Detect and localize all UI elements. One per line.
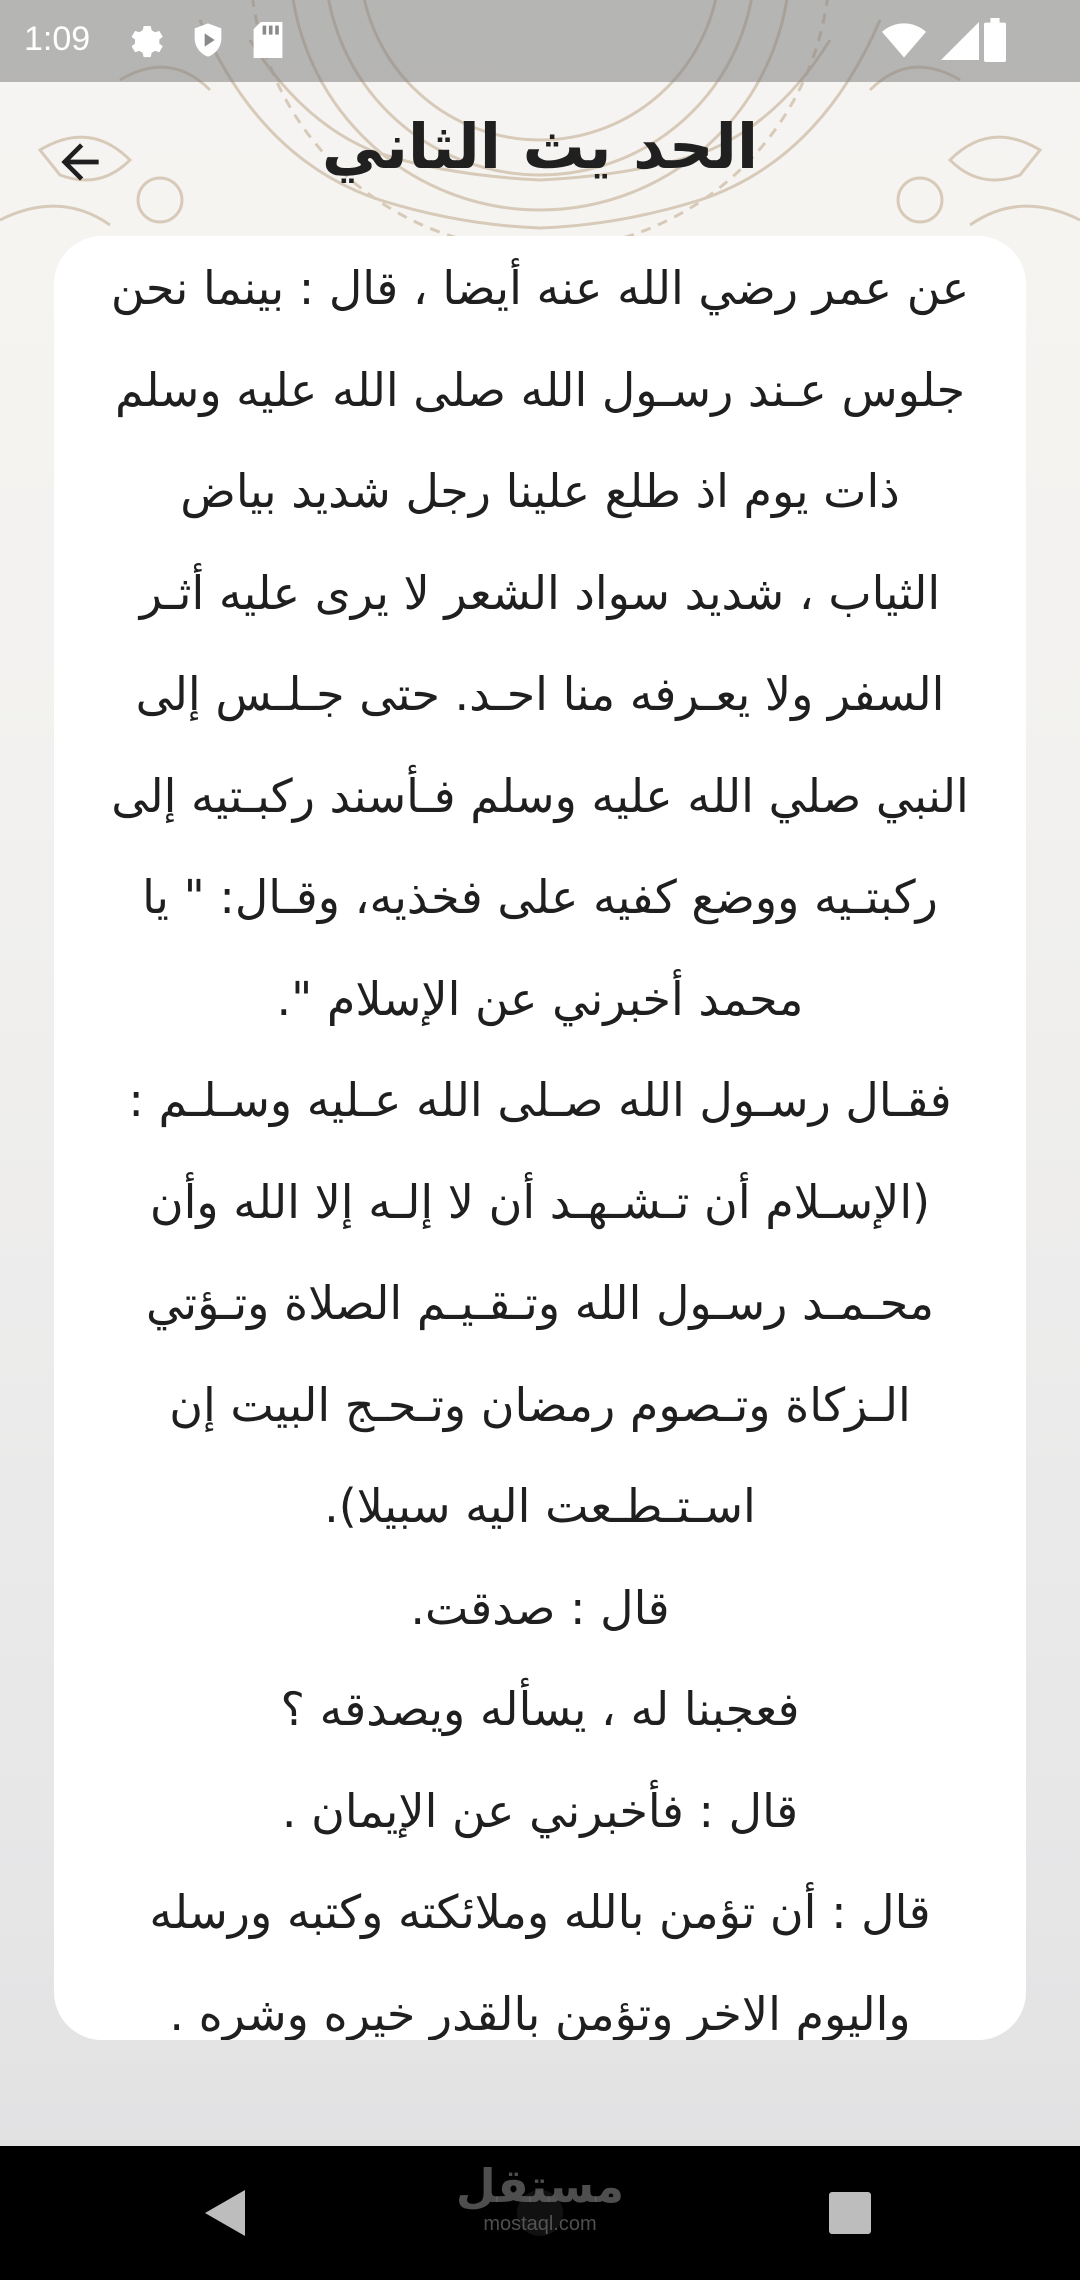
back-button[interactable] bbox=[40, 122, 120, 202]
hadith-content-card[interactable] bbox=[54, 236, 1026, 2040]
cellular-signal-icon bbox=[940, 22, 980, 64]
hadith-line: عن عمر رضي الله عنه أيضا ، قال : بينما نحن bbox=[110, 261, 970, 315]
hadith-line: جلوس عـند رسـول الله صلى الله عليه وسلم bbox=[114, 362, 966, 417]
hadith-line: الـزكاة وتـصوم رمضان وتـحـج البيت إن bbox=[169, 1377, 911, 1432]
hadith-line: اسـتـطـعت اليه سبيلا). bbox=[324, 1479, 756, 1533]
sd-card-icon bbox=[250, 18, 286, 66]
hadith-line: قال : صدقت. bbox=[410, 1580, 670, 1635]
nav-home-button[interactable] bbox=[495, 2146, 585, 2280]
hadith-text bbox=[54, 236, 1026, 2040]
recents-square-icon bbox=[829, 2192, 871, 2234]
hadith-line: قال : فأخبرني عن الإيمان . bbox=[281, 1783, 799, 1838]
status-time: 1:09 bbox=[24, 20, 91, 58]
hadith-line: فعجبنا له ، يسأله ويصدقه ؟ bbox=[280, 1682, 800, 1736]
hadith-line: (الإسـلام أن تـشـهـد أن لا إلـه إلا الله وأن bbox=[149, 1174, 931, 1229]
hadith-line: محمد أخبرني عن الإسلام ". bbox=[276, 971, 804, 1026]
hadith-line: محـمـد رسـول الله وتـقـيـم الصلاة وتـؤتي bbox=[145, 1276, 935, 1330]
hadith-line: النبي صلي الله عليه وسلم فـأسند ركبـتيه إلى bbox=[111, 768, 969, 823]
hadith-line: الثياب ، شديد سواد الشعر لا يرى عليه أثـر bbox=[139, 565, 941, 620]
arrow-left-icon bbox=[52, 134, 108, 190]
battery-icon bbox=[984, 18, 1006, 66]
hadith-line: السفر ولا يعـرفه منا احـد. حتى جـلـس إلى bbox=[135, 667, 945, 721]
hadith-line: قال : أن تؤمن بالله وملائكته وكتبه ورسله bbox=[149, 1885, 931, 1939]
hadith-line: واليوم الاخر وتؤمن بالقدر خيره وشره . bbox=[169, 1986, 911, 2040]
watermark-arabic: مستقل bbox=[455, 2159, 625, 2213]
page-title: الحد يث الثاني bbox=[321, 110, 759, 183]
shield-play-icon bbox=[188, 18, 228, 66]
wifi-icon bbox=[882, 22, 926, 64]
nav-recents-button[interactable] bbox=[805, 2146, 895, 2280]
watermark-latin: mostaql.com bbox=[483, 2213, 597, 2235]
hadith-line: ركبتـيه ووضع كفيه على فخذيه، وقـال: " يا bbox=[142, 870, 938, 924]
home-icon bbox=[517, 2190, 563, 2236]
hadith-line: فقـال رسـول الله صـلى الله عـليه وسـلـم : bbox=[128, 1073, 952, 1127]
app-header bbox=[0, 82, 1080, 232]
hadith-line: ذات يوم اذ طلع علينا رجل شديد بياض bbox=[180, 464, 900, 518]
back-triangle-icon bbox=[205, 2190, 245, 2236]
status-bar bbox=[0, 0, 1080, 82]
system-navigation-bar bbox=[0, 2146, 1080, 2280]
gear-icon bbox=[126, 18, 166, 66]
nav-back-button[interactable] bbox=[180, 2146, 270, 2280]
